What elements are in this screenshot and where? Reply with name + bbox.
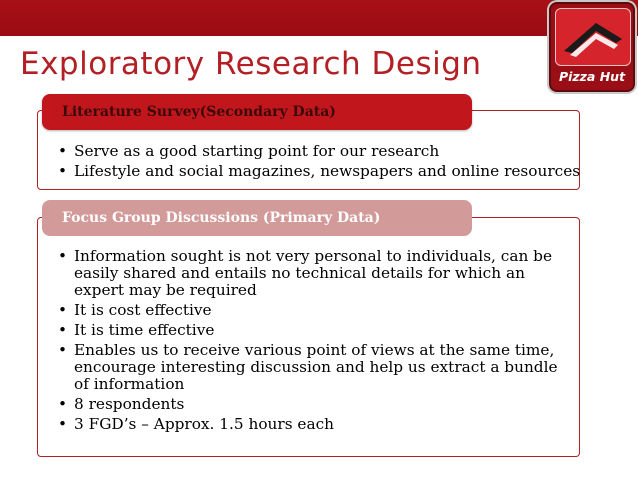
list-item: • 8 respondents [56, 396, 571, 413]
section-header-primary: Focus Group Discussions (Primary Data) [42, 200, 472, 236]
bullet-list-secondary [56, 143, 581, 183]
list-item: • 3 FGD’s – Approx. 1.5 hours each [56, 416, 571, 433]
list-item: • Lifestyle and social magazines, newspapers and online resources [56, 163, 581, 180]
page-title: Exploratory Research Design [20, 46, 482, 82]
section-header-secondary: Literature Survey(Secondary Data) [42, 94, 472, 130]
bullet-list-primary [56, 248, 571, 436]
logo-text: Pizza Hut [558, 69, 626, 84]
list-item: • It is time effective [56, 322, 571, 339]
brand-logo [549, 2, 635, 92]
list-item: • Information sought is not very personal to individuals, can be easily shared and entails no technical details for which an expert may be required [56, 248, 571, 299]
list-item: • It is cost effective [56, 302, 571, 319]
top-banner [0, 0, 638, 36]
list-item: • Serve as a good starting point for our research [56, 143, 581, 160]
list-item: • Enables us to receive various point of views at the same time, encourage interesting discussion and help us extract a bundle of information [56, 342, 571, 393]
logo-roof-icon [555, 8, 631, 66]
